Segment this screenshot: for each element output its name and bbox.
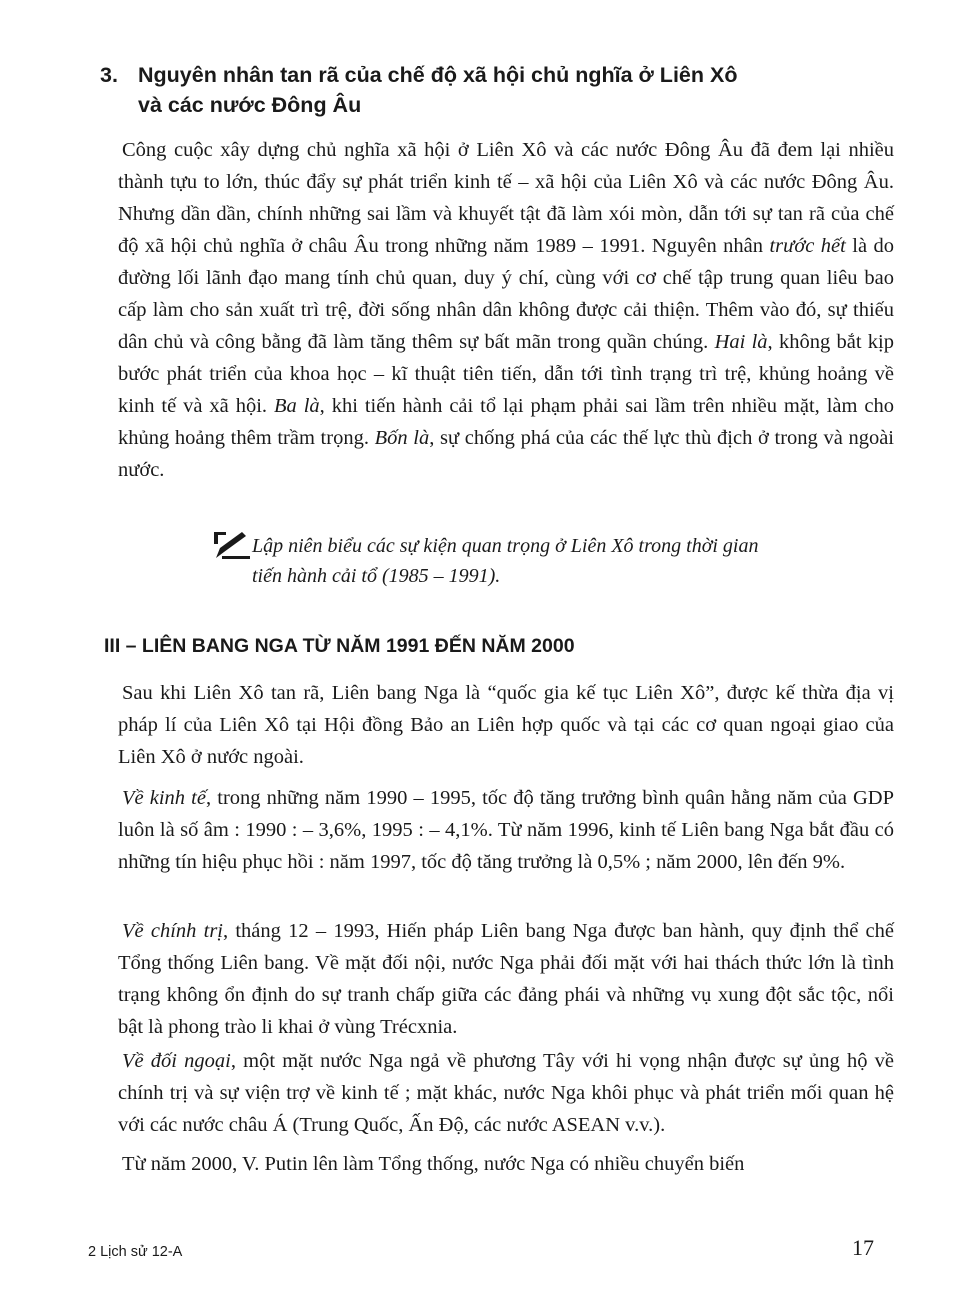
paragraph-text: , không bắt kịp bước phát triển của khoa học – kĩ thuật tiên tiến, dẫn tới tình trạng trì trệ, khủng hoảng về kinh tế và xã hội. <box>118 331 894 417</box>
footer-book-label: 2 Lịch sử 12-A <box>88 1244 183 1260</box>
emphasis-third: Ba là <box>273 395 320 417</box>
section-title-line2: và các nước Đông Âu <box>138 93 362 117</box>
emphasis-second: Hai là <box>714 331 768 353</box>
lead-foreign-affairs: Về đối ngoại <box>122 1050 231 1072</box>
exercise-line1: Lập niên biểu các sự kiện quan trọng ở Liên Xô trong thời gian <box>252 535 759 557</box>
paragraph-text: Công cuộc xây dựng chủ nghĩa xã hội ở Liên Xô và các nước Đông Âu đã đem lại nhiều thành tựu to lớn, thúc đẩy sự phát triển kinh tế – xã hội của Liên Xô và các nước Đông Âu. Nhưng dần dần, chính những sai lầm và khuyết tật đã làm xói mòn, dẫn tới sự tan rã của chế độ xã hội chủ nghĩa ở châu Âu trong những năm 1989 – 1991. Nguyên nhân <box>118 139 894 257</box>
exercise-line2: tiến hành cải tổ (1985 – 1991). <box>252 565 501 587</box>
paragraph-foreign-affairs <box>118 1045 894 1141</box>
section-iii-heading: III – LIÊN BANG NGA TỪ NĂM 1991 ĐẾN NĂM 2000 <box>104 635 575 657</box>
paragraph-causes <box>118 134 894 486</box>
paragraph-text: , trong những năm 1990 – 1995, tốc độ tăng trưởng bình quân hằng năm của GDP luôn là số âm : 1990 : – 3,6%, 1995 : – 4,1%. Từ năm 1996, kinh tế Liên bang Nga bắt đầu có những tín hiệu phục hồi : năm 1997, tốc độ tăng trưởng là 0,5% ; năm 2000, lên đến 9%. <box>118 787 894 873</box>
paragraph-successor-state <box>118 677 894 773</box>
paragraph-text: Sau khi Liên Xô tan rã, Liên bang Nga là “quốc gia kế tục Liên Xô”, được kế thừa địa vị pháp lí của Liên Xô tại Hội đồng Bảo an Liên hợp quốc và tại các cơ quan ngoại giao của Liên Xô ở nước ngoài. <box>118 682 894 768</box>
paragraph-text: , sự chống phá của các thế lực thù địch ở trong và ngoài nước. <box>118 427 894 481</box>
section-3-heading <box>100 60 860 120</box>
paragraph-text: , một mặt nước Nga ngả về phương Tây với hi vọng nhận được sự ủng hộ về chính trị và sự viện trợ về kinh tế ; mặt khác, nước Nga khôi phục và phát triển mối quan hệ với các nước châu Á (Trung Quốc, Ấn Độ, các nước ASEAN v.v.). <box>118 1050 894 1136</box>
paragraph-text: , khi tiến hành cải tổ lại phạm phải sai lầm trên nhiều mặt, làm cho khủng hoảng thêm trầm trọng. <box>118 395 895 449</box>
exercise-prompt <box>212 530 902 591</box>
paragraph-text: Từ năm 2000, V. Putin lên làm Tổng thống, nước Nga có nhiều chuyển biến <box>122 1153 745 1175</box>
pencil-icon <box>212 530 252 560</box>
section-title-line1: Nguyên nhân tan rã của chế độ xã hội chủ nghĩa ở Liên Xô <box>138 63 738 87</box>
lead-politics: Về chính trị <box>122 920 223 942</box>
paragraph-text: là do đường lối lãnh đạo mang tính chủ quan, duy ý chí, cùng với cơ chế tập trung quan liêu bao cấp làm cho sản xuất trì trệ, đời sống nhân dân không được cải thiện. Thêm vào đó, sự thiếu dân chủ và công bằng đã làm tăng thêm sự bất mãn trong quần chúng. <box>118 235 894 353</box>
paragraph-politics <box>118 915 894 1043</box>
page-number: 17 <box>852 1235 874 1260</box>
emphasis-first: trước hết <box>769 235 846 257</box>
paragraph-text: , tháng 12 – 1993, Hiến pháp Liên bang Nga được ban hành, quy định thể chế Tổng thống Liên bang. Về mặt đối nội, nước Nga phải đối mặt với hai thách thức lớn là tình trạng không ổn định do sự tranh chấp giữa các đảng phái và những vụ xung đột sắc tộc, nổi bật là phong trào li khai ở vùng Trécxnia. <box>118 920 894 1038</box>
paragraph-economy <box>118 782 894 878</box>
paragraph-putin <box>118 1148 894 1180</box>
emphasis-fourth: Bốn là <box>374 427 430 449</box>
section-number: 3. <box>100 63 118 87</box>
lead-economy: Về kinh tế <box>122 787 206 809</box>
